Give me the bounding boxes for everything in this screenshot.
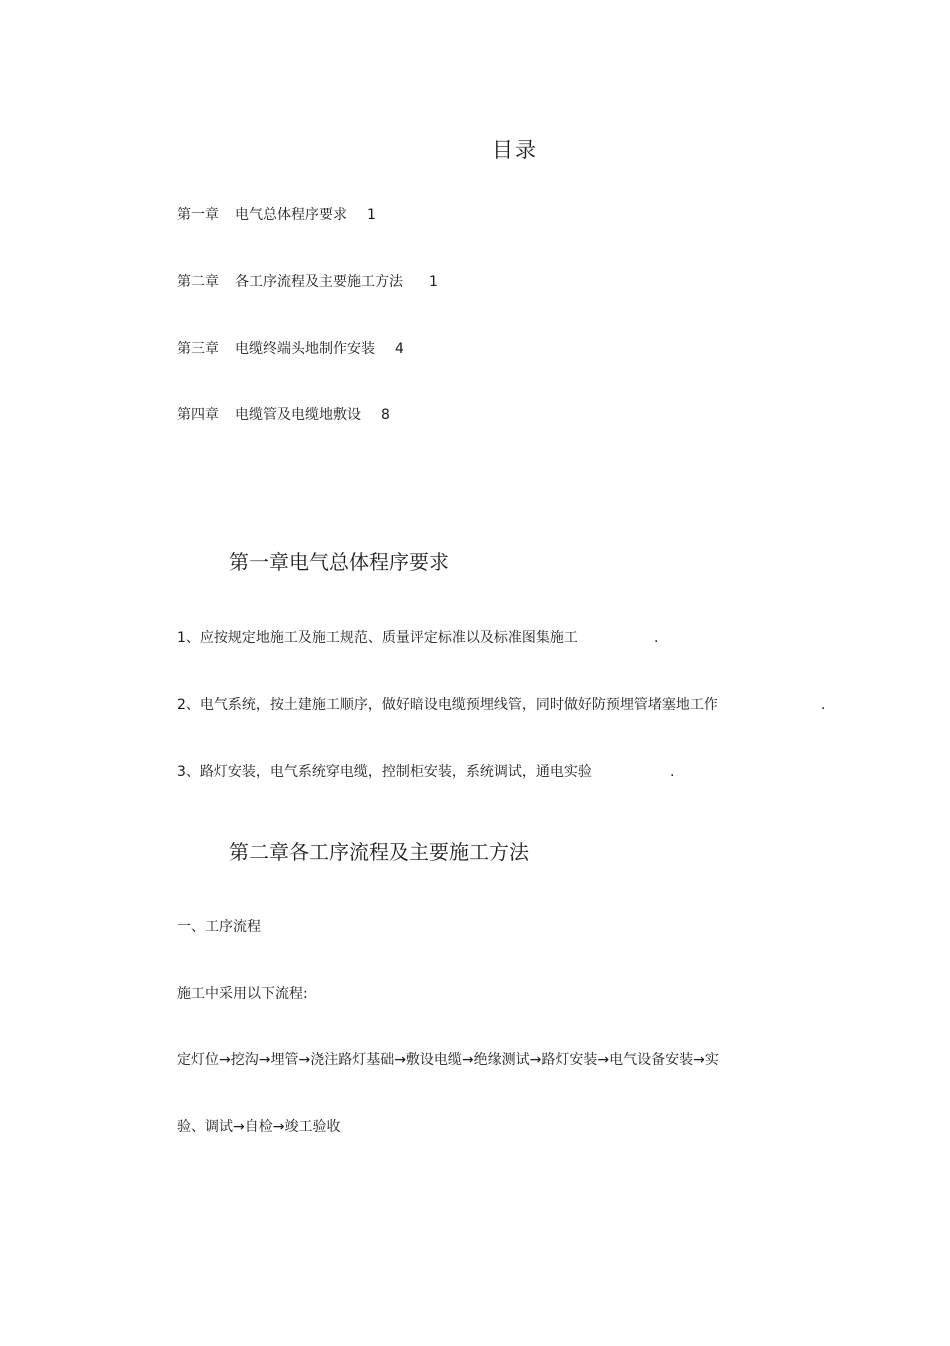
- chapter-heading: 第一章电气总体程序要求: [229, 550, 449, 574]
- list-item: 1、应按规定地施工及施工规范、质量评定标准以及标准图集施工: [177, 630, 578, 646]
- toc-entry[interactable]: [177, 208, 376, 222]
- list-item: 2、电气系统，按土建施工顺序，做好暗设电缆预埋线管，同时做好防预埋管堵塞地工作: [177, 697, 718, 713]
- toc-title: 目录: [492, 138, 538, 162]
- toc-entry[interactable]: [177, 408, 390, 422]
- flow-text: 定灯位→挖沟→埋管→浇注路灯基础→敷设电缆→绝缘测试→路灯安装→电气设备安装→实: [177, 1052, 719, 1068]
- trailing-period: .: [670, 764, 675, 780]
- flow-text: 验、调试→自检→竣工验收: [177, 1119, 341, 1135]
- trailing-period: .: [654, 630, 659, 646]
- toc-chapter-title: 各工序流程及主要施工方法: [235, 274, 403, 290]
- trailing-period: .: [821, 697, 826, 713]
- list-item: 3、路灯安装，电气系统穿电缆，控制柜安装，系统调试，通电实验: [177, 764, 592, 780]
- chapter-heading: 第二章各工序流程及主要施工方法: [229, 840, 529, 864]
- paragraph: 施工中采用以下流程:: [177, 986, 308, 1002]
- toc-chapter-number: 第四章: [177, 407, 219, 423]
- toc-entry[interactable]: [177, 342, 404, 356]
- toc-chapter-title: 电气总体程序要求: [235, 207, 347, 223]
- toc-entry[interactable]: [177, 275, 438, 289]
- toc-chapter-number: 第三章: [177, 341, 219, 357]
- toc-chapter-title: 电缆终端头地制作安装: [235, 341, 375, 357]
- toc-chapter-number: 第一章: [177, 207, 219, 223]
- toc-page-number: 4: [395, 341, 404, 357]
- toc-chapter-title: 电缆管及电缆地敷设: [235, 407, 361, 423]
- toc-chapter-number: 第二章: [177, 274, 219, 290]
- section-heading: 一、工序流程: [177, 919, 261, 935]
- toc-page-number: 1: [429, 274, 438, 290]
- toc-page-number: 1: [367, 207, 376, 223]
- toc-page-number: 8: [381, 407, 390, 423]
